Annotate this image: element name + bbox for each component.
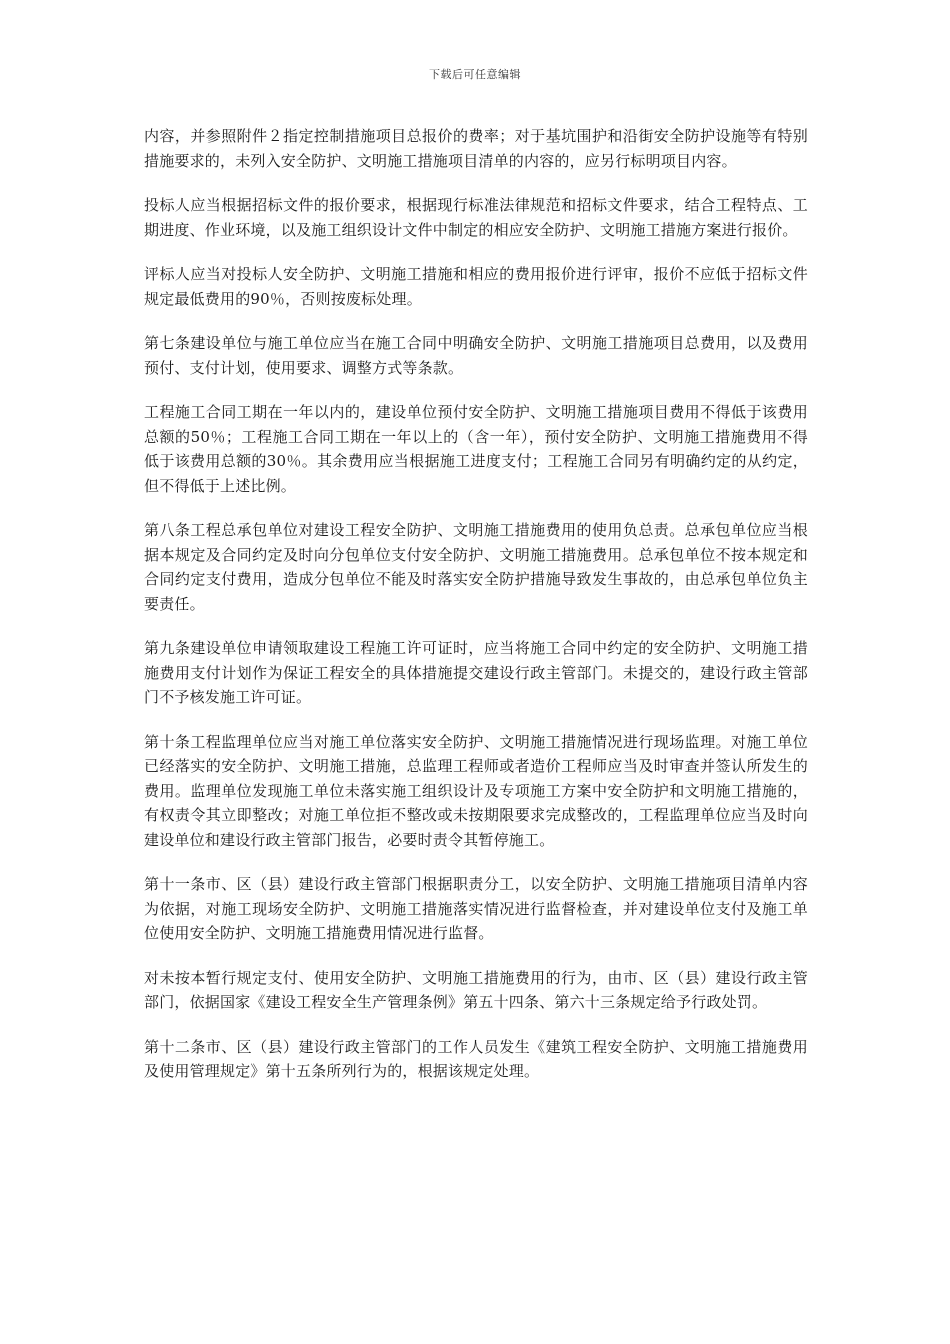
paragraph-8: 第十条工程监理单位应当对施工单位落实安全防护、文明施工措施情况进行现场监理。对施工单位已经落实的安全防护、文明施工措施，总监理工程师或者造价工程师应当及时审查并签认所发生的费用。监理单位发现施工单位未落实施工组织设计及专项施工方案中安全防护和文明施工措施的，有权责令其立即整改；对施工单位拒不整改或未按期限要求完成整改的，工程监理单位应当及时向建设单位和建设行政主管部门报告，必要时责令其暂停施工。 bbox=[144, 732, 808, 849]
paragraph-9: 第十一条市、区（县）建设行政主管部门根据职责分工，以安全防护、文明施工措施项目清单内容为依据，对施工现场安全防护、文明施工措施落实情况进行监督检查，并对建设单位支付及施工单位使用安全防护、文明施工措施费用情况进行监督。 bbox=[144, 875, 808, 942]
paragraph-5: 工程施工合同工期在一年以内的，建设单位预付安全防护、文明施工措施项目费用不得低于该费用总额的50％；工程施工合同工期在一年以上的（含一年），预付安全防护、文明施工措施费用不得低于该费用总额的30％。其余费用应当根据施工进度支付；工程施工合同另有明确约定的从约定，但不得低于上述比例。 bbox=[144, 403, 808, 495]
paragraph-10: 对未按本暂行规定支付、使用安全防护、文明施工措施费用的行为，由市、区（县）建设行政主管部门，依据国家《建设工程安全生产管理条例》第五十四条、第六十三条规定给予行政处罚。 bbox=[144, 968, 808, 1011]
paragraph-7: 第九条建设单位申请领取建设工程施工许可证时，应当将施工合同中约定的安全防护、文明施工措施费用支付计划作为保证工程安全的具体措施提交建设行政主管部门。未提交的，建设行政主管部门不予核发施工许可证。 bbox=[144, 639, 808, 706]
paragraph-3: 评标人应当对投标人安全防护、文明施工措施和相应的费用报价进行评审，报价不应低于招标文件规定最低费用的90％，否则按废标处理。 bbox=[144, 265, 808, 308]
paragraph-2: 投标人应当根据招标文件的报价要求，根据现行标准法律规范和招标文件要求，结合工程特点、工期进度、作业环境，以及施工组织设计文件中制定的相应安全防护、文明施工措施方案进行报价。 bbox=[144, 196, 808, 239]
paragraph-1: 内容，并参照附件２指定控制措施项目总报价的费率；对于基坑围护和沿街安全防护设施等有特别措施要求的，未列入安全防护、文明施工措施项目清单的内容的，应另行标明项目内容。 bbox=[144, 127, 808, 170]
paragraph-4: 第七条建设单位与施工单位应当在施工合同中明确安全防护、文明施工措施项目总费用，以及费用预付、支付计划，使用要求、调整方式等条款。 bbox=[144, 334, 808, 377]
paragraph-6: 第八条工程总承包单位对建设工程安全防护、文明施工措施费用的使用负总责。总承包单位应当根据本规定及合同约定及时向分包单位支付安全防护、文明施工措施费用。总承包单位不按本规定和合同约定支付费用，造成分包单位不能及时落实安全防护措施导致发生事故的，由总承包单位负主要责任。 bbox=[144, 521, 808, 613]
header-note: 下载后可任意编辑 bbox=[429, 68, 521, 81]
paragraph-11: 第十二条市、区（县）建设行政主管部门的工作人员发生《建筑工程安全防护、文明施工措施费用及使用管理规定》第十五条所列行为的，根据该规定处理。 bbox=[144, 1037, 808, 1080]
document-body bbox=[144, 124, 808, 1104]
